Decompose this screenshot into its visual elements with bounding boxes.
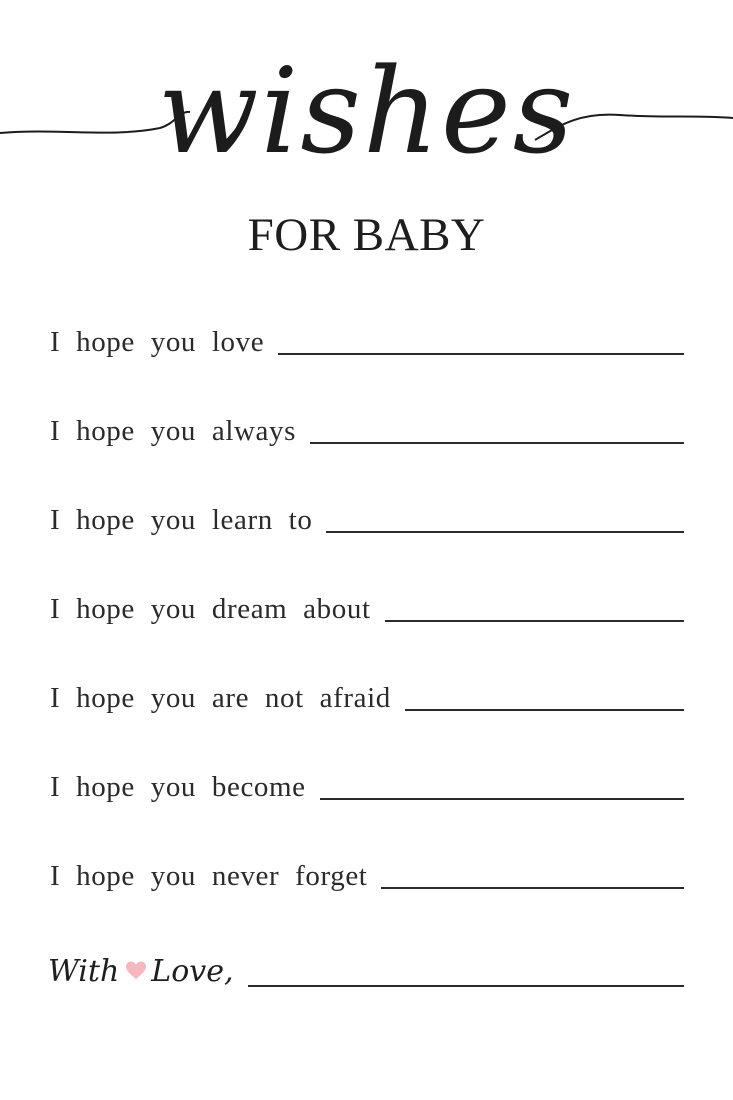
wish-row [50, 765, 684, 805]
wish-answer-line[interactable] [320, 797, 684, 800]
signoff-love: Love, [151, 954, 234, 989]
header [0, 0, 733, 261]
wish-answer-line[interactable] [326, 530, 684, 533]
wish-row [50, 320, 684, 360]
wish-row [50, 409, 684, 449]
wish-prompt-label: I hope you become [50, 771, 306, 803]
script-title: wishes [157, 42, 576, 180]
wish-prompt-label: I hope you love [50, 326, 265, 358]
wish-prompt-label: I hope you learn to [50, 504, 313, 536]
wish-prompt-label: I hope you dream about [50, 593, 371, 625]
wish-row [50, 498, 684, 538]
signoff-with: With [48, 954, 120, 989]
wish-answer-line[interactable] [405, 708, 684, 711]
wish-row [50, 587, 684, 627]
wish-prompt-label: I hope you never forget [50, 860, 368, 892]
wish-answer-line[interactable] [310, 441, 684, 444]
wish-answer-line[interactable] [278, 352, 684, 355]
signoff-row [48, 948, 684, 992]
wish-answer-line[interactable] [385, 619, 684, 622]
page-subtitle: FOR BABY [247, 209, 486, 261]
signature-line[interactable] [248, 984, 684, 987]
heart-icon [125, 960, 147, 982]
wish-prompt-label: I hope you always [50, 415, 297, 447]
wish-row [50, 676, 684, 716]
wish-row [50, 854, 684, 894]
wish-prompt-label: I hope you are not afraid [50, 682, 391, 714]
wish-answer-line[interactable] [381, 886, 684, 889]
